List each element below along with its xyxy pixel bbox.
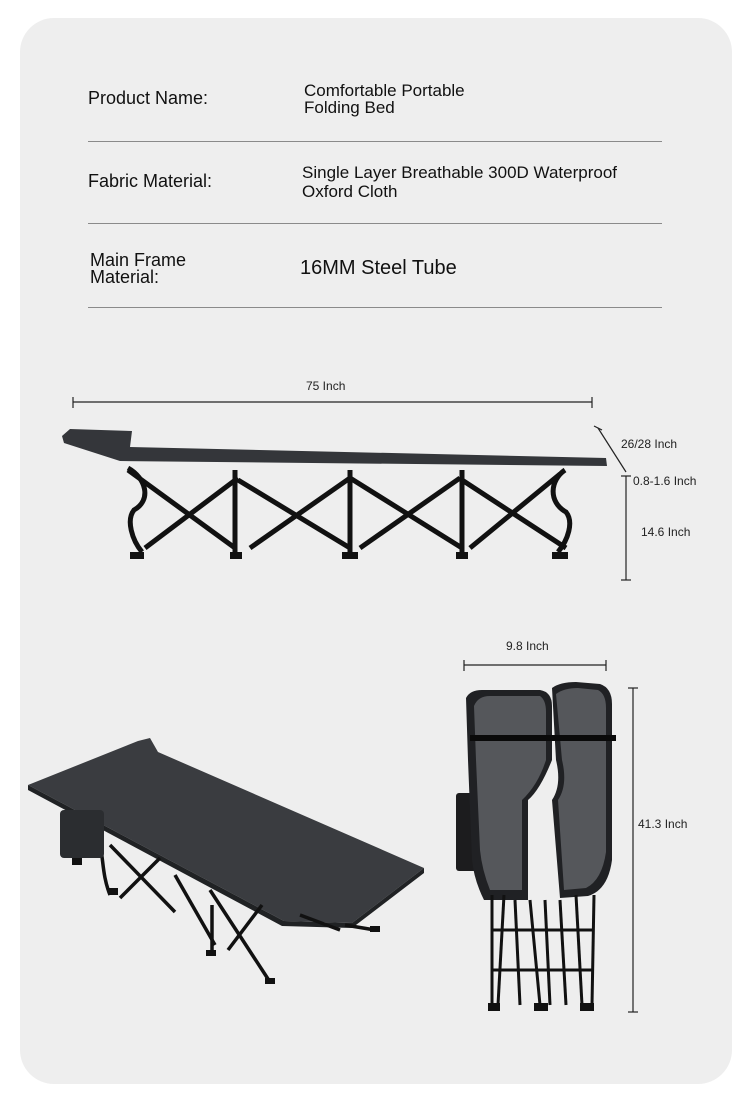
side-view-bed [62,429,607,559]
head-height-label: 26/28 Inch [621,437,678,451]
spec-label-frame: Main Frame Material: [90,250,187,287]
mat-height-label: 0.8-1.6 Inch [633,474,697,488]
perspective-view-bed [28,738,424,984]
folded-width-dimension-line [464,660,606,671]
folded-height-dimension-line [628,688,638,1012]
spec-label-product-name: Product Name: [88,88,209,108]
folded-view-bed [456,682,616,1011]
folded-width-label: 9.8 Inch [506,639,549,653]
leg-height-label: 14.6 Inch [641,525,691,539]
spec-value-fabric: Single Layer Breathable 300D Waterproof Oxford Cloth [302,163,617,201]
length-label: 75 Inch [306,379,346,393]
side-pocket [60,810,104,858]
spec-label-fabric: Fabric Material: [88,171,213,191]
spec-value-frame: 16MM Steel Tube [300,257,457,279]
length-dimension-line [73,397,592,408]
spec-value-product-name: Comfortable Portable Folding Bed [304,81,465,117]
folded-height-label: 41.3 Inch [638,817,688,831]
